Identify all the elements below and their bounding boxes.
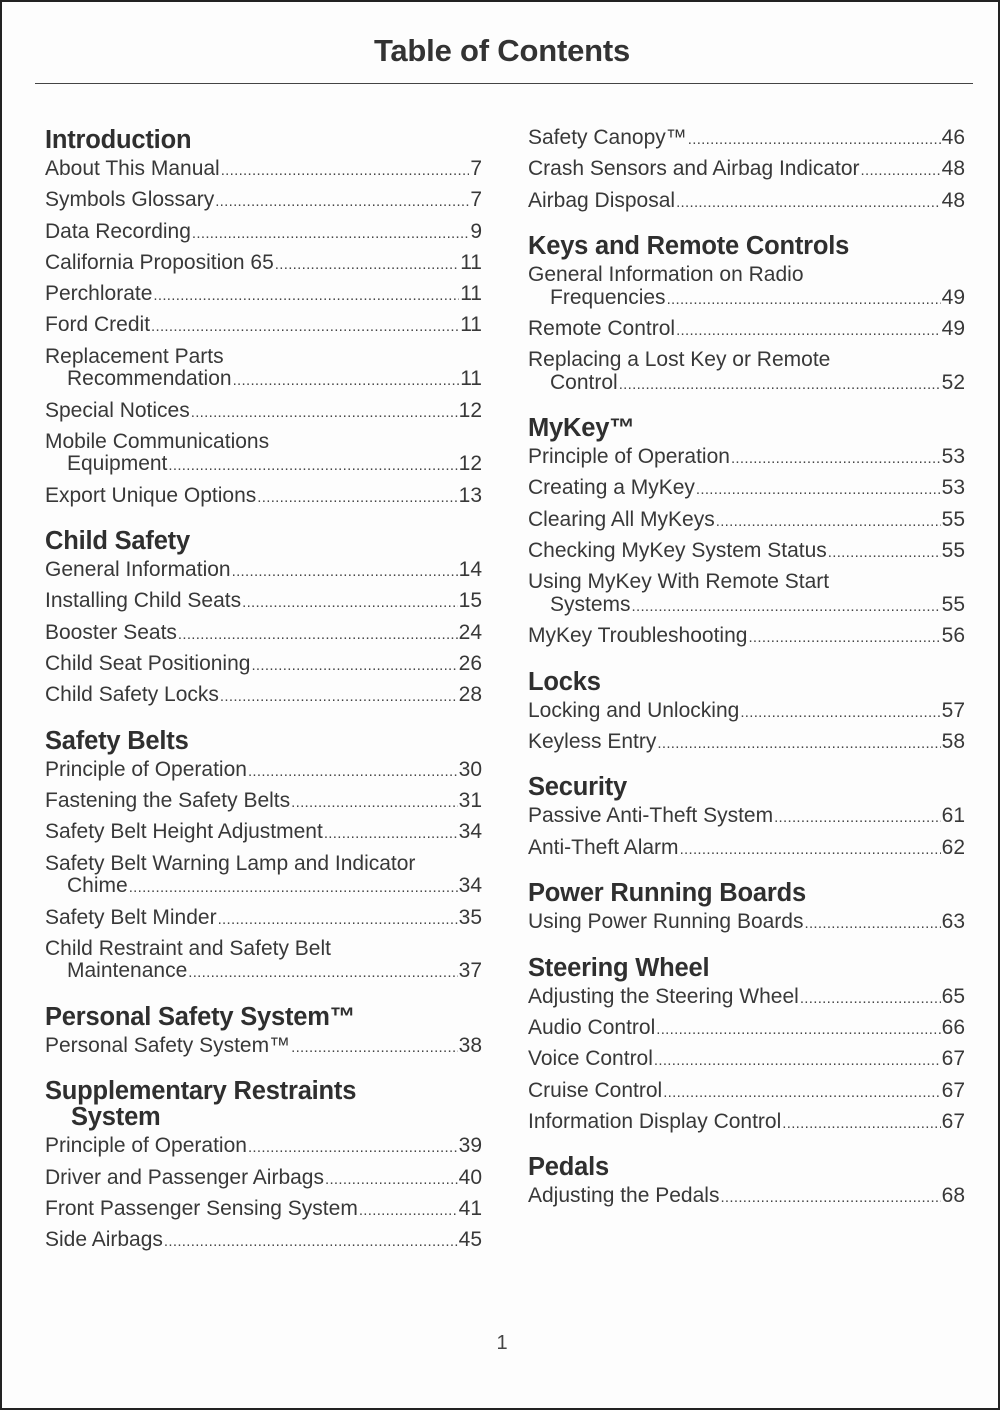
toc-entry-title: Installing Child Seats [45, 589, 242, 613]
toc-section [528, 233, 965, 396]
toc-section [528, 127, 965, 214]
toc-entry-row [45, 759, 482, 784]
section-heading-text: Steering Wheel [528, 953, 710, 982]
toc-right-column [528, 127, 965, 1229]
dot-leader [248, 761, 458, 784]
toc-entry[interactable] [528, 731, 965, 756]
section-heading-text: Child Safety [45, 527, 190, 556]
toc-entry-page-number: 31 [458, 789, 482, 813]
toc-entry-title: Clearing All MyKeys [528, 507, 715, 531]
toc-entry-row [528, 190, 965, 215]
toc-entry[interactable] [528, 805, 965, 830]
page-number: 1 [496, 1332, 508, 1354]
toc-entry-row [45, 1229, 482, 1254]
toc-entry-title: Crash Sensors and Airbag Indicator [528, 157, 860, 181]
toc-entry-page-number: 14 [458, 558, 482, 582]
toc-entry-title: Principle of Operation [45, 757, 247, 781]
dot-leader [232, 561, 458, 584]
toc-entry-row [528, 911, 965, 936]
toc-entry-row [528, 477, 965, 502]
toc-entry-title: Child Seat Positioning [45, 652, 251, 676]
dot-leader [188, 962, 457, 985]
toc-entry[interactable] [528, 1185, 965, 1210]
toc-entry-row [528, 1017, 965, 1042]
toc-entry-page-number: 68 [941, 1184, 965, 1208]
toc-entry[interactable] [45, 622, 482, 647]
section-heading [528, 669, 965, 695]
toc-entry-title: Chime [67, 874, 128, 898]
toc-entry-row [45, 821, 482, 846]
toc-entry-row [528, 625, 965, 650]
dot-leader [151, 316, 459, 339]
toc-entry-row [45, 453, 482, 478]
toc-entry-row [528, 1185, 965, 1210]
toc-entry-page-number: 26 [458, 652, 482, 676]
toc-section [528, 415, 965, 649]
toc-entry-title: Child Safety Locks [45, 683, 219, 707]
toc-entry-title: Safety Canopy™ [528, 126, 687, 149]
dot-leader [215, 191, 469, 214]
toc-entry[interactable] [45, 1035, 482, 1060]
toc-entry-title: Checking MyKey System Status [528, 539, 827, 563]
toc-entry[interactable] [45, 221, 482, 246]
dot-leader [716, 511, 941, 534]
toc-entry[interactable] [45, 684, 482, 709]
toc-entry-title: Perchlorate [45, 282, 153, 306]
toc-entry[interactable] [45, 431, 482, 478]
toc-entry[interactable] [528, 540, 965, 565]
dot-leader [275, 254, 459, 277]
section-heading-text: Keys and Remote Controls [528, 232, 850, 261]
toc-entry[interactable] [45, 400, 482, 425]
toc-entry-row [528, 1080, 965, 1105]
toc-entry-row [45, 252, 482, 277]
toc-entry-title: Anti-Theft Alarm [528, 835, 679, 859]
toc-entry-row [45, 1167, 482, 1192]
toc-entry-page-number: 55 [941, 592, 965, 616]
section-heading-text: Introduction [45, 126, 192, 154]
toc-entry-page-number: 48 [941, 188, 965, 212]
toc-entry[interactable] [45, 590, 482, 615]
toc-entry[interactable] [45, 1198, 482, 1223]
toc-entry-row [45, 653, 482, 678]
toc-entry[interactable] [528, 571, 965, 618]
section-heading-text: Personal Safety System™ [45, 1002, 356, 1031]
toc-entry-row [45, 221, 482, 246]
toc-entry-title: Keyless Entry [528, 729, 657, 753]
section-heading-text: Locks [528, 667, 601, 696]
toc-entry[interactable] [528, 190, 965, 215]
dot-leader [748, 627, 940, 650]
toc-entry-page-number: 62 [941, 835, 965, 859]
toc-section [528, 1154, 965, 1210]
toc-entry-row [528, 318, 965, 343]
toc-entry-title: Frequencies [550, 285, 666, 309]
dot-leader [696, 479, 941, 502]
toc-entry-row [528, 805, 965, 830]
toc-entry-page-number: 52 [941, 370, 965, 394]
dot-leader [828, 542, 941, 565]
toc-entry-title-line1: General Information on Radio [528, 263, 804, 287]
toc-section [45, 1078, 482, 1253]
toc-entry[interactable] [528, 349, 965, 396]
toc-entry[interactable] [528, 158, 965, 183]
toc-entry[interactable] [45, 853, 482, 900]
dot-leader [632, 596, 941, 619]
toc-entry[interactable] [528, 625, 965, 650]
toc-entry-page-number: 11 [460, 250, 482, 274]
dot-leader [220, 686, 458, 709]
toc-entry-title: Remote Control [528, 316, 676, 340]
toc-entry-row [528, 446, 965, 471]
toc-entry[interactable] [528, 837, 965, 862]
toc-entry[interactable] [45, 252, 482, 277]
toc-entry[interactable] [528, 1080, 965, 1105]
section-heading [528, 1154, 965, 1180]
toc-entry[interactable] [45, 759, 482, 784]
title-divider [35, 83, 973, 84]
dot-leader [191, 402, 458, 425]
toc-entry-title: Adjusting the Pedals [528, 1184, 720, 1208]
toc-entry-title: Front Passenger Sensing System [45, 1196, 358, 1220]
toc-section [45, 728, 482, 985]
toc-entry-row [528, 731, 965, 756]
toc-entry[interactable] [528, 477, 965, 502]
toc-entry-title: Data Recording [45, 219, 191, 243]
toc-entry-row [528, 700, 965, 725]
toc-entry-row [45, 485, 482, 510]
page-title: Table of Contents [373, 33, 631, 68]
toc-entry[interactable] [45, 283, 482, 308]
toc-entry-title: Booster Seats [45, 620, 177, 644]
toc-entry-page-number: 35 [458, 905, 482, 929]
toc-entry[interactable] [45, 485, 482, 510]
toc-entry-row [45, 368, 482, 393]
toc-entry[interactable] [45, 158, 482, 183]
dot-leader [129, 877, 458, 900]
toc-entry-title-line1: Safety Belt Warning Lamp and Indicator [45, 851, 416, 875]
dot-leader [153, 285, 459, 308]
toc-entry-title: Principle of Operation [45, 1134, 247, 1158]
dot-leader [359, 1200, 458, 1223]
toc-entry-page-number: 55 [941, 507, 965, 531]
toc-entry-page-number: 11 [460, 282, 482, 306]
toc-entry-page-number: 30 [458, 757, 482, 781]
toc-entry-title: Cruise Control [528, 1078, 663, 1102]
dot-leader [168, 455, 457, 478]
toc-entry[interactable] [528, 1017, 965, 1042]
toc-entry[interactable] [45, 1229, 482, 1254]
toc-entry-page-number: 67 [941, 1078, 965, 1102]
toc-entry-title: Airbag Disposal [528, 188, 676, 212]
toc-entry-row [45, 400, 482, 425]
toc-entry-page-number: 61 [941, 804, 965, 828]
toc-section [45, 1004, 482, 1060]
toc-entry-page-number: 55 [941, 539, 965, 563]
toc-entry-title: Safety Belt Minder [45, 905, 217, 929]
section-heading [45, 528, 482, 554]
toc-entry-title-line1: Replacement Parts [45, 344, 224, 368]
toc-entry-row [528, 372, 965, 397]
toc-entry-page-number: 57 [941, 698, 965, 722]
toc-entry[interactable] [45, 559, 482, 584]
toc-section [45, 127, 482, 509]
toc-entry-row [528, 127, 965, 152]
toc-entry[interactable] [528, 127, 965, 152]
toc-entry-page-number: 65 [941, 984, 965, 1008]
dot-leader [257, 487, 457, 510]
toc-entry-title: Export Unique Options [45, 483, 257, 507]
dot-leader [731, 448, 941, 471]
toc-section [528, 880, 965, 936]
dot-leader [325, 1169, 458, 1192]
toc-entry[interactable] [45, 189, 482, 214]
section-heading [528, 880, 965, 906]
toc-entry-title: Fastening the Safety Belts [45, 789, 291, 813]
dot-leader [221, 160, 470, 183]
toc-section [528, 669, 965, 756]
dot-leader [619, 374, 941, 397]
toc-entry-row [528, 158, 965, 183]
toc-entry-title: Voice Control [528, 1047, 653, 1071]
toc-entry-row [45, 1198, 482, 1223]
dot-leader [291, 1037, 458, 1060]
toc-entry-title-line1: Child Restraint and Safety Belt [45, 936, 331, 960]
toc-entry-page-number: 11 [460, 367, 482, 391]
toc-entry-row [528, 1111, 965, 1136]
toc-entry-title-line1: Replacing a Lost Key or Remote [528, 348, 831, 372]
toc-entry-page-number: 24 [458, 620, 482, 644]
toc-entry-title: About This Manual [45, 157, 220, 180]
toc-section [528, 774, 965, 861]
toc-entry-page-number: 34 [458, 820, 482, 844]
toc-entry-title: Systems [550, 592, 631, 616]
toc-entry-row [45, 875, 482, 900]
toc-entry-row [528, 287, 965, 312]
section-heading [528, 774, 965, 800]
toc-entry[interactable] [45, 346, 482, 393]
dot-leader [774, 807, 941, 830]
dot-leader [688, 129, 941, 152]
section-heading-text: Power Running Boards [528, 879, 806, 908]
toc-entry-title: Symbols Glossary [45, 188, 215, 212]
section-heading [528, 415, 965, 441]
toc-entry-page-number: 66 [941, 1016, 965, 1040]
toc-entry-page-number: 67 [941, 1109, 965, 1133]
dot-leader [248, 1137, 458, 1160]
toc-entry-title: Using Power Running Boards [528, 910, 804, 934]
toc-entry[interactable] [528, 1111, 965, 1136]
toc-entry-page-number: 7 [470, 188, 482, 212]
section-heading-text: Supplementary Restraints [45, 1077, 357, 1106]
dot-leader [680, 839, 941, 862]
toc-entry-page-number: 28 [458, 683, 482, 707]
toc-entry-page-number: 12 [458, 452, 482, 476]
toc-entry-row [45, 158, 482, 183]
toc-entry-row [528, 509, 965, 534]
toc-entry-row [45, 684, 482, 709]
toc-entry-title: Principle of Operation [528, 445, 730, 469]
toc-entry-row [45, 960, 482, 985]
dot-leader [861, 160, 941, 183]
toc-entry-page-number: 46 [941, 126, 965, 149]
toc-entry-page-number: 13 [458, 483, 482, 507]
dot-leader [782, 1113, 940, 1136]
toc-entry-page-number: 49 [941, 316, 965, 340]
toc-entry-title: Side Airbags [45, 1228, 163, 1252]
toc-entry[interactable] [45, 821, 482, 846]
toc-entry-page-number: 41 [458, 1196, 482, 1220]
section-heading-text: MyKey™ [528, 414, 635, 443]
section-heading [45, 127, 482, 153]
section-heading [45, 1004, 482, 1030]
toc-entry-title: Ford Credit [45, 313, 151, 337]
toc-entry-title: Control [550, 370, 618, 394]
toc-entry-title: Driver and Passenger Airbags [45, 1165, 324, 1189]
toc-entry-page-number: 34 [458, 874, 482, 898]
toc-entry-title-line1: Using MyKey With Remote Start [528, 570, 830, 594]
toc-entry-row [45, 907, 482, 932]
dot-leader [804, 913, 940, 936]
toc-entry-title: Equipment [67, 452, 168, 476]
dot-leader [667, 289, 941, 312]
toc-section [45, 528, 482, 709]
toc-entry-page-number: 53 [941, 445, 965, 469]
toc-entry-page-number: 45 [458, 1228, 482, 1252]
toc-entry-title-line1: Mobile Communications [45, 429, 270, 453]
toc-entry[interactable] [45, 314, 482, 339]
toc-entry[interactable] [45, 938, 482, 985]
toc-entry-row [45, 1035, 482, 1060]
toc-entry-row [45, 189, 482, 214]
toc-entry-title: General Information [45, 558, 231, 582]
toc-entry-page-number: 11 [460, 313, 482, 337]
dot-leader [164, 1231, 458, 1254]
toc-entry-title: Information Display Control [528, 1109, 782, 1133]
toc-entry-page-number: 9 [470, 219, 482, 243]
dot-leader [720, 1187, 940, 1210]
toc-entry-title: Personal Safety System™ [45, 1033, 291, 1057]
section-heading-text: Security [528, 773, 628, 802]
toc-entry-page-number: 37 [458, 959, 482, 983]
section-heading-text: Pedals [528, 1153, 610, 1182]
toc-entry-row [528, 837, 965, 862]
dot-leader [656, 1019, 940, 1042]
toc-entry[interactable] [45, 1167, 482, 1192]
section-heading [528, 233, 965, 259]
dot-leader [800, 988, 941, 1011]
toc-entry-title: California Proposition 65 [45, 250, 274, 274]
toc-entry-title: Special Notices [45, 398, 190, 422]
toc-entry-title: Recommendation [67, 367, 232, 391]
toc-entry[interactable] [45, 1135, 482, 1160]
section-heading [528, 955, 965, 981]
dot-leader [233, 370, 460, 393]
toc-entry[interactable] [45, 907, 482, 932]
toc-entry-page-number: 38 [458, 1033, 482, 1057]
dot-leader [324, 823, 458, 846]
toc-entry-page-number: 12 [458, 398, 482, 422]
toc-entry[interactable] [528, 446, 965, 471]
toc-entry-row [528, 594, 965, 619]
toc-entry[interactable] [528, 911, 965, 936]
toc-entry-page-number: 63 [941, 910, 965, 934]
dot-leader [654, 1050, 941, 1073]
toc-entry[interactable] [528, 318, 965, 343]
toc-entry-title: MyKey Troubleshooting [528, 624, 748, 648]
dot-leader [740, 702, 940, 725]
toc-entry-row [45, 559, 482, 584]
toc-entry-page-number: 40 [458, 1165, 482, 1189]
dot-leader [251, 655, 457, 678]
toc-entry-title: Locking and Unlocking [528, 698, 740, 722]
toc-entry-row [45, 622, 482, 647]
toc-entry-title: Maintenance [67, 959, 188, 983]
toc-entry-title: Passive Anti-Theft System [528, 804, 774, 828]
toc-entry[interactable] [528, 1048, 965, 1073]
toc-entry-page-number: 56 [941, 624, 965, 648]
toc-entry[interactable] [45, 790, 482, 815]
toc-entry-page-number: 49 [941, 285, 965, 309]
dot-leader [663, 1082, 940, 1105]
dot-leader [192, 223, 469, 246]
toc-entry-page-number: 15 [458, 589, 482, 613]
toc-entry-page-number: 48 [941, 157, 965, 181]
section-heading [45, 728, 482, 754]
toc-entry-page-number: 53 [941, 476, 965, 500]
toc-entry-page-number: 67 [941, 1047, 965, 1071]
toc-entry[interactable] [528, 509, 965, 534]
toc-entry-row [528, 986, 965, 1011]
toc-section [528, 955, 965, 1136]
toc-entry-row [528, 1048, 965, 1073]
toc-entry-page-number: 7 [470, 157, 482, 180]
dot-leader [242, 592, 458, 615]
toc-entry-page-number: 39 [458, 1134, 482, 1158]
dot-leader [218, 909, 458, 932]
toc-entry-title: Audio Control [528, 1016, 656, 1040]
section-heading [45, 1078, 482, 1130]
toc-entry[interactable] [528, 264, 965, 311]
toc-entry-page-number: 58 [941, 729, 965, 753]
dot-leader [676, 320, 941, 343]
toc-entry-title: Safety Belt Height Adjustment [45, 820, 323, 844]
toc-entry-title: Adjusting the Steering Wheel [528, 984, 799, 1008]
toc-entry[interactable] [45, 653, 482, 678]
section-heading-text: System [71, 1103, 161, 1132]
toc-entry-row [528, 540, 965, 565]
toc-entry[interactable] [528, 700, 965, 725]
dot-leader [657, 733, 940, 756]
dot-leader [291, 792, 458, 815]
toc-entry[interactable] [528, 986, 965, 1011]
toc-entry-row [45, 1135, 482, 1160]
toc-entry-title: Creating a MyKey [528, 476, 695, 500]
toc-entry-row [45, 590, 482, 615]
toc-entry-row [45, 790, 482, 815]
section-heading-text: Safety Belts [45, 726, 189, 755]
dot-leader [676, 192, 941, 215]
toc-entry-row [45, 283, 482, 308]
toc-left-column [45, 127, 482, 1273]
dot-leader [178, 624, 458, 647]
toc-entry-row [45, 314, 482, 339]
